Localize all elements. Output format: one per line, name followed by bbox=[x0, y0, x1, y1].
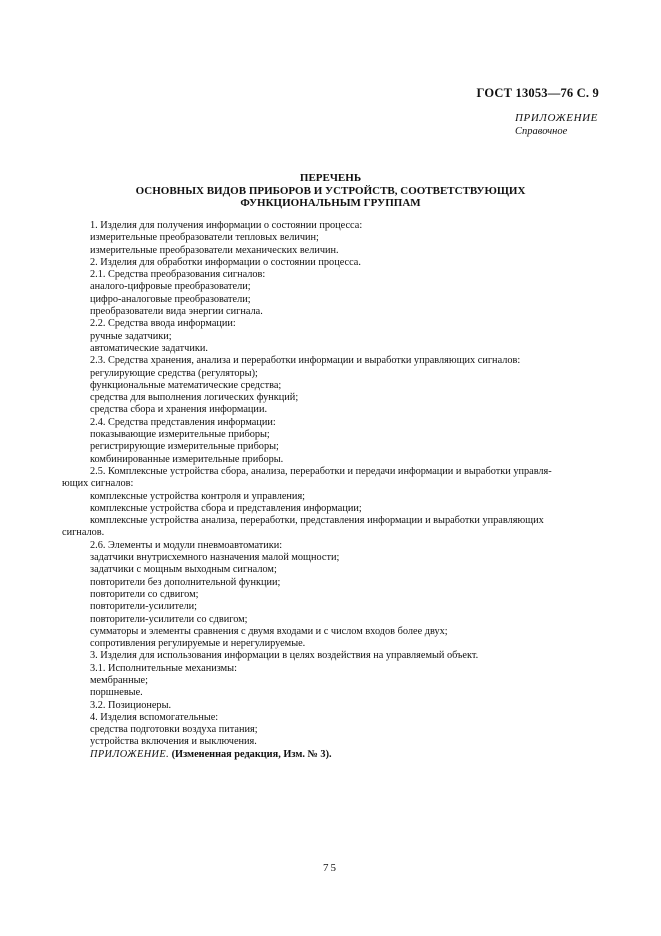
list-item: комплексные устройства сбора и представления информации; bbox=[90, 502, 362, 514]
device-list bbox=[62, 220, 600, 761]
page-number: 75 bbox=[323, 862, 338, 874]
title-line-1: ПЕРЕЧЕНЬ bbox=[299, 172, 362, 184]
list-item: повторители со сдвигом; bbox=[90, 588, 199, 600]
list-item: показывающие измерительные приборы; bbox=[90, 429, 270, 441]
list-item: повторители без дополнительной функции; bbox=[90, 576, 281, 588]
appendix-label: ПРИЛОЖЕНИЕ bbox=[515, 112, 598, 124]
list-item-continuation: ющих сигналов: bbox=[62, 478, 134, 490]
title-line-2: ОСНОВНЫХ ВИДОВ ПРИБОРОВ И УСТРОЙСТВ, СООТВЕТСТВУЮЩИХ bbox=[135, 184, 526, 197]
list-item: автоматические задатчики. bbox=[90, 342, 208, 354]
list-item: комплексные устройства анализа, переработки, представления информации и выработки управляющих bbox=[90, 515, 544, 527]
list-item: задатчики с мощным выходным сигналом; bbox=[90, 564, 277, 576]
list-item: 2.5. Комплексные устройства сбора, анализа, переработки и передачи информации и выработки управля- bbox=[90, 465, 552, 477]
closing-amendment: (Измененная редакция, Изм. № 3). bbox=[171, 748, 332, 760]
list-item: регистрирующие измерительные приборы; bbox=[90, 441, 279, 453]
list-item: измерительные преобразователи тепловых величин; bbox=[90, 232, 319, 244]
list-item: устройства включения и выключения. bbox=[90, 736, 257, 748]
list-item: сопротивления регулируемые и нерегулируемые. bbox=[90, 638, 306, 650]
list-item: поршневые. bbox=[90, 687, 143, 699]
list-item: задатчики внутрисхемного назначения малой мощности; bbox=[90, 552, 340, 564]
page-title bbox=[62, 172, 599, 210]
list-item: функциональные математические средства; bbox=[90, 379, 282, 391]
list-item: повторители-усилители со сдвигом; bbox=[90, 613, 248, 625]
list-item: 3.2. Позиционеры. bbox=[90, 699, 172, 711]
closing-note bbox=[62, 749, 600, 761]
list-item: 2. Изделия для обработки информации о состоянии процесса. bbox=[90, 256, 361, 268]
list-item: средства подготовки воздуха питания; bbox=[90, 724, 258, 736]
list-item: 3. Изделия для использования информации в целях воздействия на управляемый объект. bbox=[90, 650, 479, 662]
list-item: средства для выполнения логических функций; bbox=[90, 392, 299, 404]
list-item: аналого-цифровые преобразователи; bbox=[90, 281, 251, 293]
appendix-type: Справочное bbox=[515, 126, 568, 137]
list-item: мембранные; bbox=[90, 674, 148, 686]
list-item: 3.1. Исполнительные механизмы: bbox=[90, 662, 237, 674]
list-item: измерительные преобразователи механических величин. bbox=[90, 244, 339, 256]
document-reference: ГОСТ 13053—76 С. 9 bbox=[476, 86, 599, 100]
list-item: 4. Изделия вспомогательные: bbox=[90, 711, 219, 723]
list-item: 2.4. Средства представления информации: bbox=[90, 416, 276, 428]
closing-label: ПРИЛОЖЕНИЕ. bbox=[90, 748, 170, 760]
list-item: комбинированные измерительные приборы. bbox=[90, 453, 284, 465]
list-item: регулирующие средства (регуляторы); bbox=[90, 367, 258, 379]
list-item: ручные задатчики; bbox=[90, 330, 172, 342]
list-item: повторители-усилители; bbox=[90, 601, 198, 613]
list-item: комплексные устройства контроля и управления; bbox=[90, 490, 306, 502]
list-item-continuation: сигналов. bbox=[62, 527, 105, 539]
list-item: 2.6. Элементы и модули пневмоавтоматики: bbox=[90, 539, 283, 551]
list-item: 1. Изделия для получения информации о состоянии процесса: bbox=[90, 220, 363, 231]
list-item: 2.2. Средства ввода информации: bbox=[90, 318, 236, 330]
list-item: 2.3. Средства хранения, анализа и переработки информации и выработки управляющих сигналов: bbox=[90, 355, 521, 367]
list-item: цифро-аналоговые преобразователи; bbox=[90, 293, 251, 305]
list-item: средства сбора и хранения информации. bbox=[90, 404, 268, 416]
list-item: сумматоры и элементы сравнения с двумя входами и с числом входов более двух; bbox=[90, 625, 448, 637]
title-line-3: ФУНКЦИОНАЛЬНЫМ ГРУППАМ bbox=[240, 197, 421, 209]
list-item: преобразователи вида энергии сигнала. bbox=[90, 306, 263, 318]
appendix-block bbox=[515, 112, 598, 138]
list-item: 2.1. Средства преобразования сигналов: bbox=[90, 269, 266, 281]
